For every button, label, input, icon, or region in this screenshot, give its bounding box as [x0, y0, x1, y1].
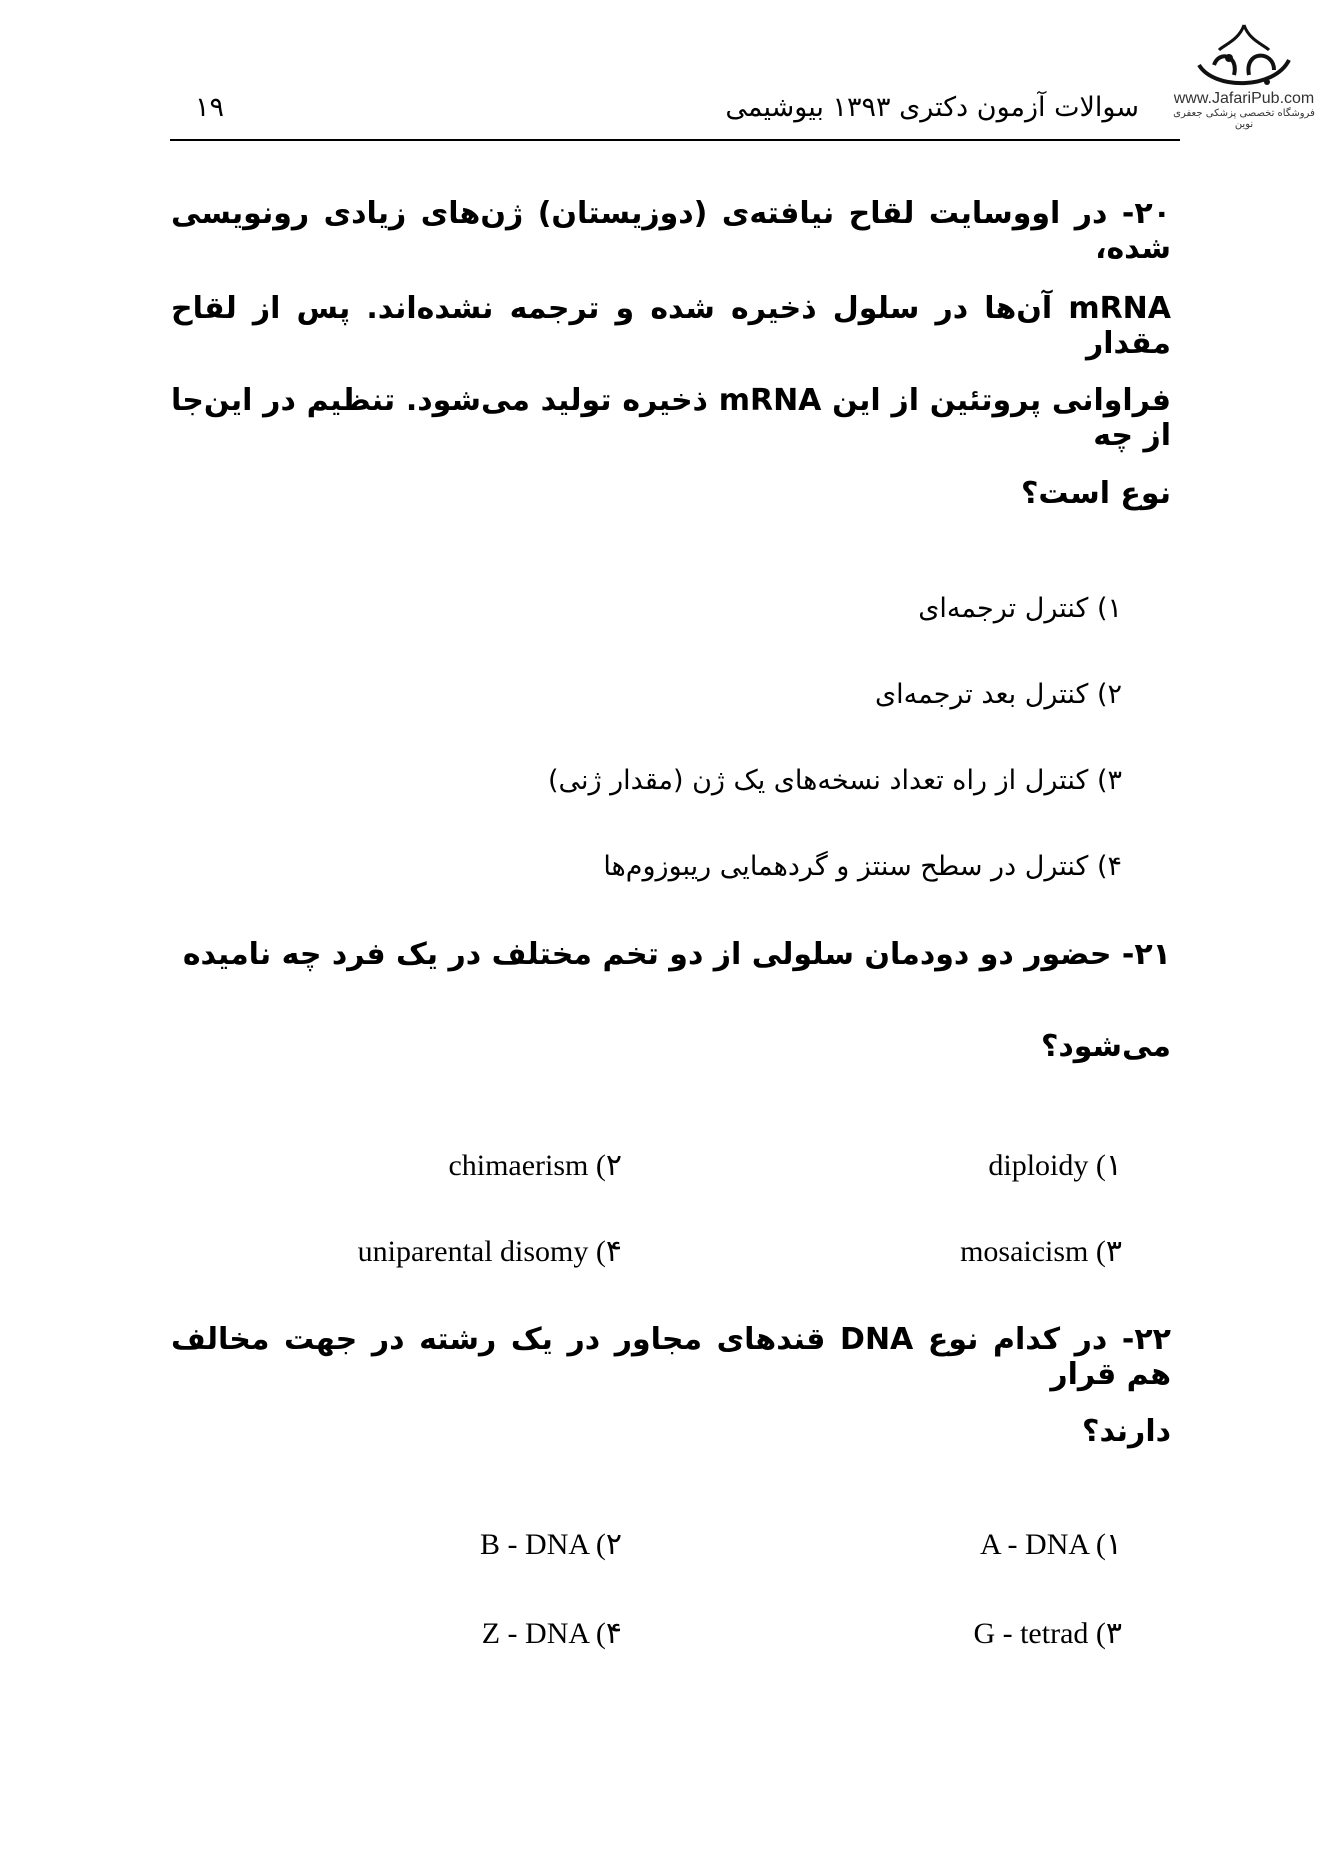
option-2: chimaerism (۲ — [448, 1149, 622, 1182]
question-line: نوع است؟ — [1021, 476, 1171, 511]
header-rule — [170, 139, 1180, 141]
page-number: ۱۹ — [195, 92, 225, 123]
option-3: mosaicism (۳ — [960, 1235, 1122, 1268]
question-line: دارند؟ — [1082, 1414, 1171, 1449]
running-header-title: سوالات آزمون دکتری ۱۳۹۳ بیوشیمی — [725, 92, 1139, 123]
option-2: B - DNA (۲ — [480, 1528, 622, 1561]
publisher-logo — [1169, 20, 1319, 130]
option-1: A - DNA (۱ — [980, 1528, 1122, 1561]
question-line: mRNA آن‌ها در سلول ذخیره شده و ترجمه نشده‌اند. پس از لقاح مقدار — [171, 291, 1171, 361]
logo-icon — [1189, 20, 1299, 90]
option-1: ۱) کنترل ترجمه‌ای — [918, 593, 1122, 624]
question-line: ۲۲- در کدام نوع DNA قندهای مجاور در یک رشته در جهت مخالف هم قرار — [171, 1322, 1171, 1392]
option-1: diploidy (۱ — [988, 1149, 1122, 1182]
question-line: می‌شود؟ — [1040, 1029, 1171, 1064]
option-3: ۳) کنترل از راه تعداد نسخه‌های یک ژن (مقدار ژنی) — [547, 765, 1122, 796]
question-line: فراوانی پروتئین از این mRNA ذخیره تولید می‌شود. تنظیم در این‌جا از چه — [171, 383, 1171, 453]
option-4: Z - DNA (۴ — [481, 1617, 622, 1650]
option-3: G - tetrad (۳ — [973, 1617, 1122, 1650]
option-4: ۴) کنترل در سطح سنتز و گردهمایی ریبوزوم‌ها — [603, 851, 1122, 882]
question-line: ۲۰- در اووسایت لقاح نیافته‌ی (دوزیستان) ژن‌های زیادی رونویسی شده، — [171, 196, 1171, 266]
option-2: ۲) کنترل بعد ترجمه‌ای — [875, 679, 1122, 710]
option-4: uniparental disomy (۴ — [357, 1235, 622, 1268]
logo-tagline: فروشگاه تخصصی پزشکی جعفری نوین — [1173, 108, 1315, 130]
question-line: ۲۱- حضور دو دودمان سلولی از دو تخم مختلف در یک فرد چه نامیده — [182, 937, 1171, 972]
logo-url: www.JafariPub.com — [1173, 90, 1315, 107]
